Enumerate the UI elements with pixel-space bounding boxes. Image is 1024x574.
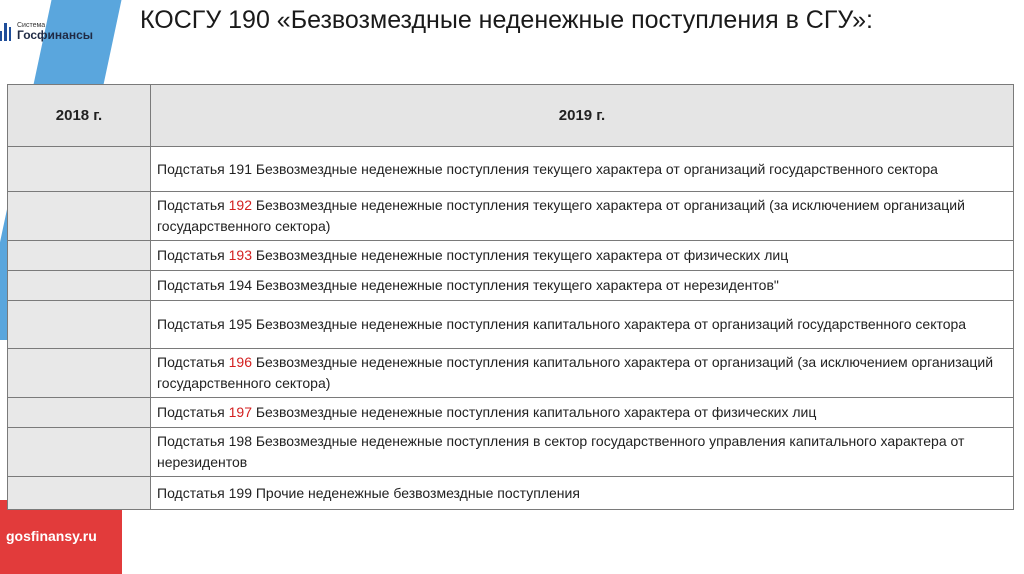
header-2019: 2019 г. (151, 85, 1014, 147)
site-url: gosfinansy.ru (6, 528, 97, 544)
table-row (8, 241, 1014, 271)
brand-logo (0, 22, 93, 41)
row-number: 193 (228, 247, 252, 263)
cell-2018-empty (8, 192, 151, 241)
cell-2018-empty (8, 271, 151, 301)
table-row (8, 271, 1014, 301)
logo-bars-icon (0, 23, 11, 41)
row-text: Безвозмездные неденежные поступления текущего характера от нерезидентов" (251, 277, 779, 293)
slide-title: КОСГУ 190 «Безвозмездные неденежные поступления в СГУ»: (140, 6, 873, 34)
cell-2019 (151, 241, 1014, 271)
row-prefix: Подстатья (157, 316, 229, 332)
table-row (8, 301, 1014, 349)
row-number: 199 (228, 484, 252, 501)
cell-2018-empty (8, 241, 151, 271)
row-prefix: Подстатья (157, 160, 229, 177)
row-number: 197 (228, 404, 252, 420)
table-header-row (8, 85, 1014, 147)
row-text: Безвозмездные неденежные поступления в сектор государственного управления капитального характера от нерезидентов (157, 433, 965, 470)
row-number: 198 (228, 433, 252, 449)
row-number: 192 (228, 197, 252, 213)
row-text: Безвозмездные неденежные поступления текущего характера от физических лиц (251, 247, 789, 263)
kosgu-table (7, 84, 1014, 510)
table-row (8, 398, 1014, 428)
table-row (8, 349, 1014, 398)
cell-2019 (151, 398, 1014, 428)
row-number: 191 (228, 160, 252, 177)
cell-2018-empty (8, 477, 151, 510)
row-text: Безвозмездные неденежные поступления капитального характера от организаций (за исключением организаций государственного сектора) (157, 354, 994, 391)
cell-2019 (151, 477, 1014, 510)
logo-name: Госфинансы (17, 28, 94, 42)
cell-2019 (151, 301, 1014, 349)
row-prefix: Подстатья (157, 197, 229, 213)
row-text: Безвозмездные неденежные поступления текущего характера от организаций государственного сектора (251, 160, 938, 177)
row-text: Безвозмездные неденежные поступления текущего характера от организаций (за исключением организаций государственного сектора) (157, 197, 965, 234)
header-2018: 2018 г. (8, 85, 151, 147)
row-prefix: Подстатья (157, 354, 229, 370)
cell-2018-empty (8, 147, 151, 192)
row-text: Безвозмездные неденежные поступления капитального характера от физических лиц (251, 404, 817, 420)
row-prefix: Подстатья (157, 404, 229, 420)
row-prefix: Подстатья (157, 247, 229, 263)
row-text: Безвозмездные неденежные поступления капитального характера от организаций государственного сектора (251, 316, 967, 332)
row-text: Прочие неденежные безвозмездные поступления (251, 484, 580, 501)
cell-2018-empty (8, 301, 151, 349)
table-row (8, 147, 1014, 192)
cell-2019 (151, 271, 1014, 301)
row-prefix: Подстатья (157, 484, 229, 501)
table-row (8, 428, 1014, 477)
row-number: 195 (228, 316, 252, 332)
cell-2018-empty (8, 349, 151, 398)
row-number: 196 (228, 354, 252, 370)
cell-2019 (151, 147, 1014, 192)
cell-2019 (151, 349, 1014, 398)
cell-2019 (151, 192, 1014, 241)
row-prefix: Подстатья (157, 433, 229, 449)
cell-2018-empty (8, 398, 151, 428)
logo-small-label: Система (17, 22, 46, 29)
table-row (8, 192, 1014, 241)
row-number: 194 (228, 277, 252, 293)
cell-2019 (151, 428, 1014, 477)
row-prefix: Подстатья (157, 277, 229, 293)
table-row (8, 477, 1014, 510)
cell-2018-empty (8, 428, 151, 477)
logo-text (17, 22, 93, 41)
